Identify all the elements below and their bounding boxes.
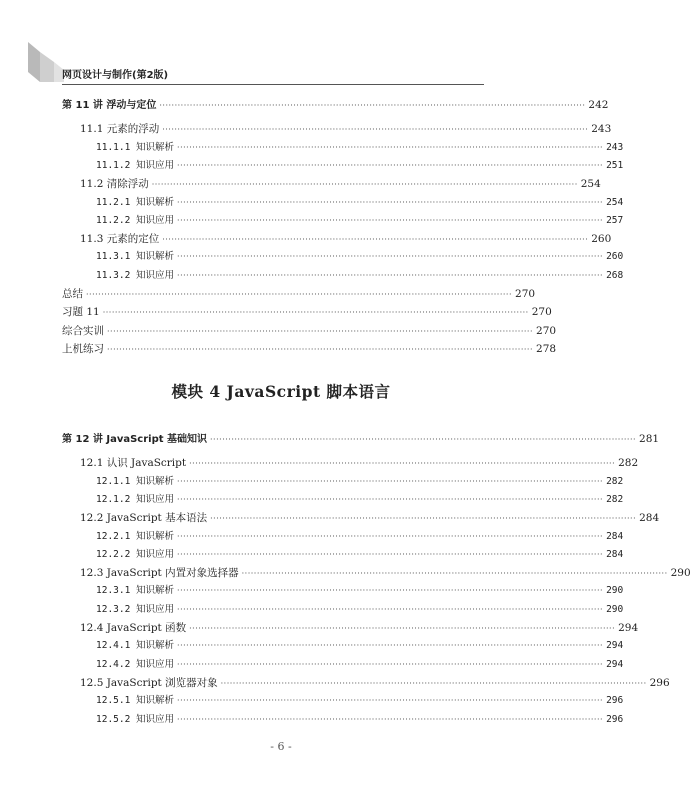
toc-entry-b-15 xyxy=(96,711,624,729)
toc-entry-b-5 xyxy=(96,528,624,546)
toc-entry-a-10 xyxy=(62,285,536,303)
leader-dots: ············································································································································ xyxy=(177,197,604,207)
toc-entry-title: 12.4.2 知识应用 xyxy=(96,658,175,670)
toc-entry-b-14 xyxy=(96,692,624,710)
toc-entry-title: 12.1.1 知识解析 xyxy=(96,475,175,487)
toc-entry-title: 上机练习 xyxy=(62,342,104,355)
toc-entry-page: 257 xyxy=(606,214,624,226)
toc-entry-a-7 xyxy=(80,230,612,248)
toc-entry-title: 12.3.1 知识解析 xyxy=(96,585,175,597)
toc-entry-page: 278 xyxy=(536,342,557,355)
header-rule xyxy=(62,84,484,85)
toc-entry-title: 11.3.1 知识解析 xyxy=(96,251,175,263)
leader-dots: ············································································································································ xyxy=(210,435,637,444)
toc-entry-b-0 xyxy=(62,430,660,448)
toc-entry-page: 294 xyxy=(606,640,624,652)
leader-dots: ············································································································································ xyxy=(177,215,604,225)
toc-entry-a-13 xyxy=(62,340,557,358)
leader-dots: ············································································································································ xyxy=(107,344,534,354)
toc-entry-title: 12.3 JavaScript 内置对象选择器 xyxy=(80,567,239,580)
book-title: 网页设计与制作(第2版) xyxy=(62,70,169,81)
toc-entry-b-1 xyxy=(80,454,639,472)
toc-entry-page: 243 xyxy=(591,123,612,136)
module-title: 模块 4 JavaScript 脚本语言 xyxy=(171,382,391,401)
leader-dots: ············································································································································ xyxy=(177,270,604,280)
toc-entry-title: 12.1 认识 JavaScript xyxy=(80,457,187,470)
toc-entry-title: 12.4.1 知识解析 xyxy=(96,640,175,652)
toc-entry-page: 282 xyxy=(606,493,624,505)
leader-dots: ············································································································································ xyxy=(162,125,589,135)
toc-entry-page: 281 xyxy=(639,433,660,445)
toc-entry-a-8 xyxy=(96,248,624,266)
toc-entry-b-9 xyxy=(96,601,624,619)
toc-entry-title: 第 11 讲 浮动与定位 xyxy=(62,100,157,111)
leader-dots: ············································································································································ xyxy=(177,586,604,596)
toc-entry-page: 294 xyxy=(618,622,639,634)
toc-entry-page: 243 xyxy=(606,141,624,153)
leader-dots: ············································································································································ xyxy=(210,514,637,524)
toc-entry-page: 290 xyxy=(606,603,624,615)
toc-entry-b-12 xyxy=(96,656,624,674)
toc-entry-b-4 xyxy=(80,509,660,527)
leader-dots: ············································································································································ xyxy=(177,604,604,614)
toc-entry-a-0 xyxy=(62,96,609,114)
toc-entry-title: 11.1.2 知识应用 xyxy=(96,159,175,171)
toc-entry-page: 270 xyxy=(536,324,557,337)
leader-dots: ············································································································································ xyxy=(177,142,604,152)
toc-entry-page: 260 xyxy=(591,233,612,246)
toc-entry-title: 习题 11 xyxy=(62,306,100,319)
leader-dots: ············································································································································ xyxy=(177,252,604,262)
leader-dots: ············································································································································ xyxy=(220,678,647,688)
toc-entry-a-11 xyxy=(62,303,552,321)
toc-entry-page: 270 xyxy=(531,306,552,319)
toc-entry-page: 294 xyxy=(606,658,624,670)
page-number: - 6 - xyxy=(270,740,292,753)
toc-entry-page: 290 xyxy=(606,585,624,597)
toc-entry-page: 242 xyxy=(588,99,609,111)
toc-entry-b-11 xyxy=(96,637,624,655)
leader-dots: ············································································································································ xyxy=(159,101,586,110)
toc-entry-b-7 xyxy=(80,564,691,582)
toc-entry-title: 11.2.2 知识应用 xyxy=(96,214,175,226)
toc-entry-title: 12.3.2 知识应用 xyxy=(96,603,175,615)
toc-entry-page: 284 xyxy=(639,512,660,525)
page-corner-decoration xyxy=(28,42,64,82)
toc-entry-title: 12.5 JavaScript 浏览器对象 xyxy=(80,676,218,689)
toc-entry-page: 254 xyxy=(580,178,601,191)
toc-entry-title: 12.2.1 知识解析 xyxy=(96,530,175,542)
toc-entry-b-13 xyxy=(80,674,670,692)
leader-dots: ············································································································································ xyxy=(177,641,604,651)
leader-dots: ············································································································································ xyxy=(177,476,604,486)
toc-entry-page: 296 xyxy=(606,713,624,725)
toc-entry-b-2 xyxy=(96,473,624,491)
toc-entry-page: 260 xyxy=(606,251,624,263)
toc-entry-a-12 xyxy=(62,322,557,340)
toc-entry-title: 12.5.2 知识应用 xyxy=(96,713,175,725)
leader-dots: ············································································································································ xyxy=(151,180,578,190)
toc-entry-title: 11.3 元素的定位 xyxy=(80,233,160,246)
toc-entry-b-6 xyxy=(96,546,624,564)
toc-entry-a-4 xyxy=(80,175,601,193)
toc-entry-page: 284 xyxy=(606,548,624,560)
leader-dots: ············································································································································ xyxy=(177,531,604,541)
leader-dots: ············································································································································ xyxy=(102,308,529,318)
toc-entry-a-5 xyxy=(96,194,624,212)
toc-entry-page: 254 xyxy=(606,196,624,208)
toc-entry-page: 268 xyxy=(606,269,624,281)
toc-entry-title: 12.1.2 知识应用 xyxy=(96,493,175,505)
toc-entry-title: 总结 xyxy=(62,288,83,300)
toc-entry-a-9 xyxy=(96,267,624,285)
leader-dots: ············································································································································ xyxy=(177,659,604,669)
leader-dots: ············································································································································ xyxy=(107,326,534,336)
toc-entry-title: 综合实训 xyxy=(62,324,104,337)
leader-dots: ············································································································································ xyxy=(177,714,604,724)
toc-entry-page: 251 xyxy=(606,159,624,171)
toc-entry-b-3 xyxy=(96,491,624,509)
toc-entry-title: 11.3.2 知识应用 xyxy=(96,269,175,281)
toc-entry-title: 第 12 讲 JavaScript 基础知识 xyxy=(62,434,208,445)
leader-dots: ············································································································································ xyxy=(189,624,616,633)
toc-entry-a-2 xyxy=(96,139,624,157)
toc-entry-title: 11.1 元素的浮动 xyxy=(80,123,160,136)
leader-dots: ············································································································································ xyxy=(177,160,604,170)
toc-entry-a-1 xyxy=(80,120,612,138)
toc-entry-page: 282 xyxy=(606,475,624,487)
toc-entry-page: 282 xyxy=(618,457,639,470)
leader-dots: ············································································································································ xyxy=(86,290,513,299)
leader-dots: ············································································································································ xyxy=(189,459,616,469)
toc-entry-a-3 xyxy=(96,157,624,175)
toc-entry-page: 290 xyxy=(670,567,691,580)
toc-entry-b-10 xyxy=(80,619,639,637)
leader-dots: ············································································································································ xyxy=(177,549,604,559)
leader-dots: ············································································································································ xyxy=(177,494,604,504)
leader-dots: ············································································································································ xyxy=(177,696,604,706)
toc-entry-title: 11.2.1 知识解析 xyxy=(96,196,175,208)
toc-entry-page: 270 xyxy=(515,288,536,300)
toc-entry-title: 11.2 清除浮动 xyxy=(80,178,149,191)
toc-entry-title: 12.2 JavaScript 基本语法 xyxy=(80,512,208,525)
leader-dots: ············································································································································ xyxy=(241,569,668,579)
toc-entry-title: 11.1.1 知识解析 xyxy=(96,141,175,153)
toc-entry-title: 12.2.2 知识应用 xyxy=(96,548,175,560)
leader-dots: ············································································································································ xyxy=(162,235,589,245)
toc-entry-page: 296 xyxy=(606,695,624,707)
toc-entry-title: 12.4 JavaScript 函数 xyxy=(80,622,187,634)
toc-entry-a-6 xyxy=(96,212,624,230)
toc-entry-title: 12.5.1 知识解析 xyxy=(96,695,175,707)
toc-entry-page: 284 xyxy=(606,530,624,542)
toc-entry-b-8 xyxy=(96,582,624,600)
toc-entry-page: 296 xyxy=(649,676,670,689)
